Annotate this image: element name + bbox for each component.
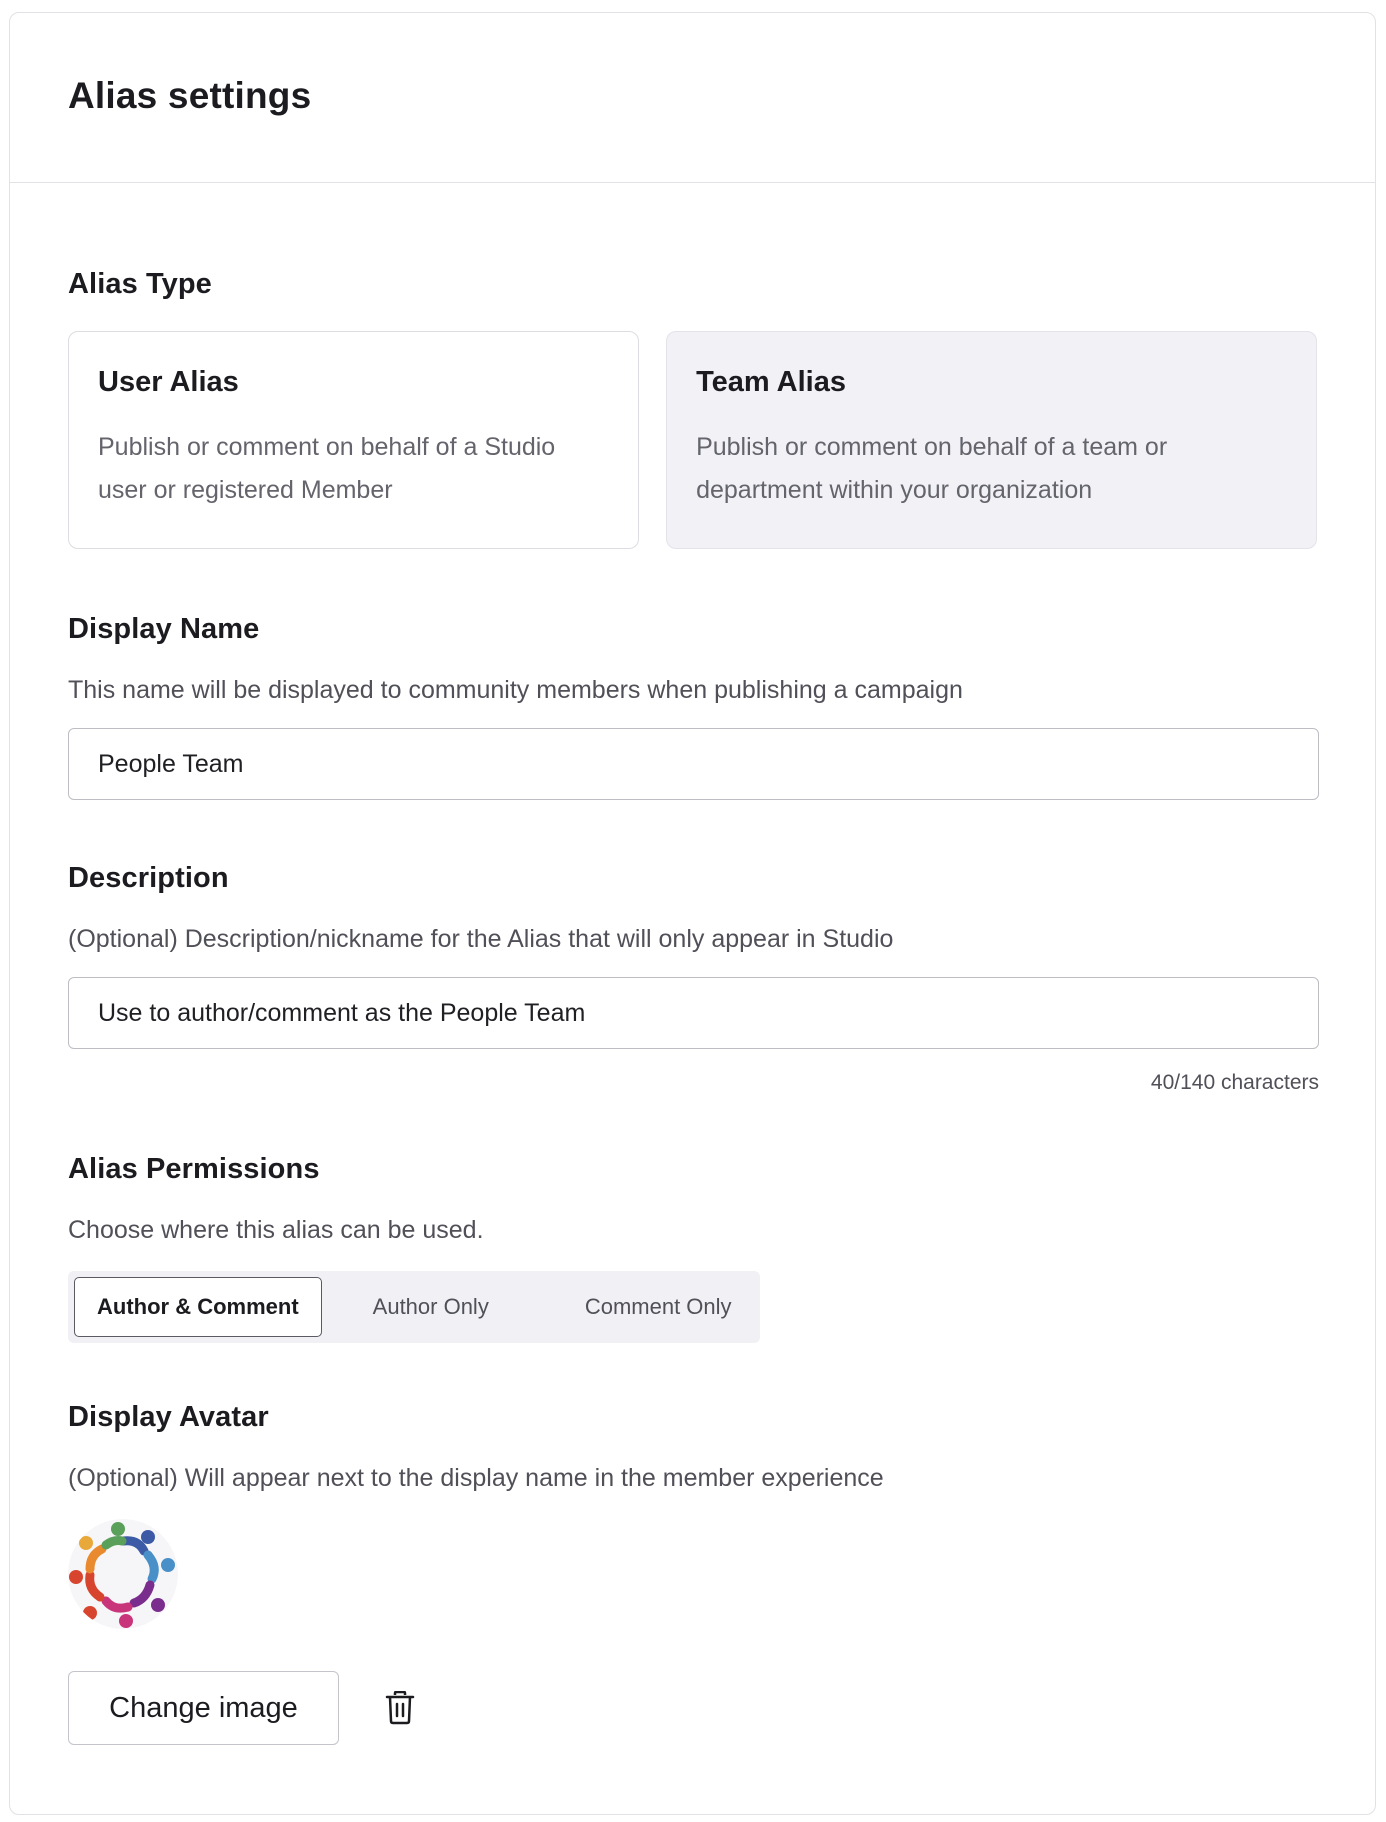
team-alias-description: Publish or comment on behalf of a team or department within your organization [696,433,1168,504]
description-title: Description [68,862,229,894]
alias-settings-panel [9,12,1376,1815]
permission-comment-only[interactable]: Comment Only [584,1294,732,1319]
user-alias-description: Publish or comment on behalf of a Studio user or registered Member [98,433,556,504]
permissions-title: Alias Permissions [68,1153,320,1185]
permission-author-and-comment[interactable]: Author & Comment [74,1277,322,1337]
avatar-help: (Optional) Will appear next to the display name in the member experience [68,1464,884,1492]
team-alias-title: Team Alias [696,366,846,398]
permissions-segmented-control [68,1271,760,1343]
display-name-title: Display Name [68,613,260,645]
user-alias-card[interactable] [68,331,639,549]
permission-author-only[interactable]: Author Only [372,1294,489,1319]
display-name-help: This name will be displayed to community members when publishing a campaign [68,676,963,704]
description-input[interactable] [68,977,1319,1049]
change-image-button[interactable]: Change image [68,1671,339,1745]
description-help: (Optional) Description/nickname for the Alias that will only appear in Studio [68,925,894,953]
trash-icon[interactable] [385,1691,415,1725]
alias-type-title: Alias Type [68,268,212,300]
display-name-input[interactable] [68,728,1319,800]
avatar-actions [68,1671,1317,1745]
description-char-count: 40/140 characters [1150,1071,1319,1094]
alias-type-options [68,331,1317,549]
avatar-title: Display Avatar [68,1401,269,1433]
panel-body [10,268,1375,1745]
user-alias-title: User Alias [98,366,239,398]
permissions-help: Choose where this alias can be used. [68,1216,484,1244]
team-alias-card[interactable] [666,331,1317,549]
team-circle-logo-icon [68,1519,178,1629]
panel-header [10,13,1375,183]
page-title: Alias settings [68,75,312,116]
